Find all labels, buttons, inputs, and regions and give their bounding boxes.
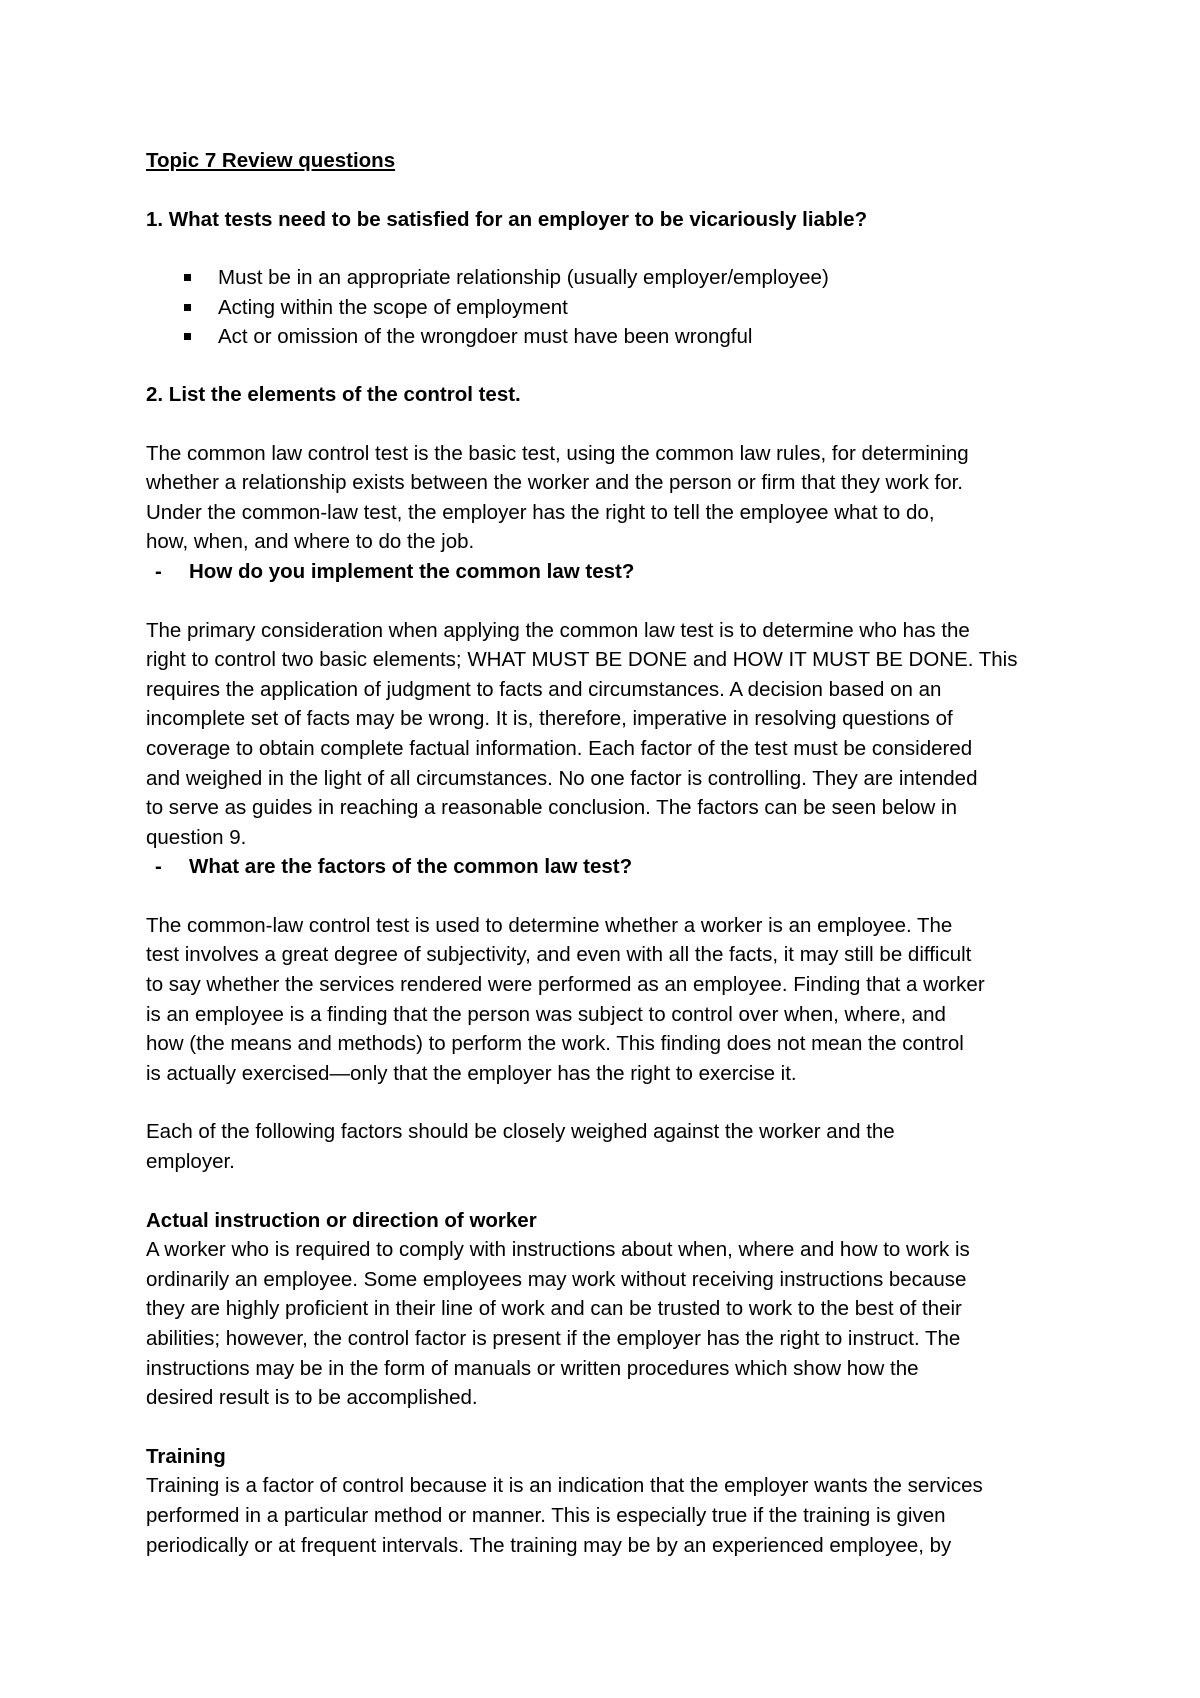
- section-heading-actual-instruction: Actual instruction or direction of worker: [146, 1208, 537, 1232]
- text-line: Training is a factor of control because it is an indication that the employer wants the services: [146, 1474, 983, 1498]
- dash-marker: -: [155, 855, 162, 879]
- paragraph-control-test-intro: [146, 439, 1066, 557]
- spacer: [146, 587, 1066, 616]
- text-line: is an employee is a finding that the person was subject to control over when, where, and: [146, 1002, 946, 1026]
- spacer: [146, 1413, 1066, 1442]
- sub-question-implement: [146, 557, 1066, 587]
- text-line: requires the application of judgment to facts and circumstances. A decision based on an: [146, 677, 942, 701]
- spacer: [146, 1177, 1066, 1206]
- list-item: [146, 263, 1066, 293]
- section-heading-training: Training: [146, 1444, 226, 1468]
- list-item-text: Must be in an appropriate relationship (usually employer/employee): [218, 266, 829, 290]
- text-line: desired result is to be accomplished.: [146, 1386, 478, 1410]
- text-line: Each of the following factors should be closely weighed against the worker and the: [146, 1120, 895, 1144]
- text-line: to serve as guides in reaching a reasonable conclusion. The factors can be seen below in: [146, 796, 958, 820]
- square-bullet-icon: [184, 274, 191, 281]
- paragraph-training: [146, 1471, 1066, 1560]
- document-page: [146, 146, 1066, 1560]
- text-line: coverage to obtain complete factual information. Each factor of the test must be considered: [146, 736, 973, 760]
- text-line: test involves a great degree of subjectivity, and even with all the facts, it may still be difficult: [146, 943, 972, 967]
- square-bullet-icon: [184, 333, 191, 340]
- text-line: and weighed in the light of all circumstances. No one factor is controlling. They are intended: [146, 766, 978, 790]
- question-1-answer-list: [146, 263, 1066, 352]
- text-line: they are highly proficient in their line of work and can be trusted to work to the best of their: [146, 1297, 962, 1321]
- text-line: to say whether the services rendered were performed as an employee. Finding that a worker: [146, 973, 985, 997]
- list-item-text: Acting within the scope of employment: [218, 295, 568, 319]
- sub-question-text: What are the factors of the common law test?: [189, 855, 633, 879]
- text-line: how (the means and methods) to perform the work. This finding does not mean the control: [146, 1032, 964, 1056]
- spacer: [146, 882, 1066, 911]
- text-line: employer.: [146, 1150, 235, 1174]
- text-line: performed in a particular method or manner. This is especially true if the training is given: [146, 1503, 946, 1527]
- text-line: The primary consideration when applying the common law test is to determine who has the: [146, 618, 970, 642]
- dash-marker: -: [155, 559, 162, 583]
- square-bullet-icon: [184, 304, 191, 311]
- list-item-text: Act or omission of the wrongdoer must have been wrongful: [218, 325, 753, 349]
- paragraph-actual-instruction: [146, 1235, 1066, 1413]
- text-line: Under the common-law test, the employer has the right to tell the employee what to do,: [146, 500, 935, 524]
- paragraph-primary-consideration: [146, 616, 1066, 853]
- question-2: 2. List the elements of the control test.: [146, 382, 521, 406]
- text-line: is actually exercised—only that the employer has the right to exercise it.: [146, 1061, 797, 1085]
- text-line: A worker who is required to comply with instructions about when, where and how to work is: [146, 1238, 970, 1262]
- document-title: Topic 7 Review questions: [146, 149, 396, 172]
- paragraph-factors-weighed: [146, 1117, 1066, 1176]
- sub-question-text: How do you implement the common law test?: [189, 559, 635, 583]
- text-line: ordinarily an employee. Some employees may work without receiving instructions because: [146, 1267, 967, 1291]
- sub-question-factors: [146, 852, 1066, 882]
- question-1: 1. What tests need to be satisfied for an employer to be vicariously liable?: [146, 207, 868, 231]
- text-line: how, when, and where to do the job.: [146, 530, 475, 554]
- text-line: question 9.: [146, 825, 247, 849]
- text-line: The common-law control test is used to determine whether a worker is an employee. The: [146, 913, 953, 937]
- text-line: whether a relationship exists between the worker and the person or firm that they work for.: [146, 471, 963, 495]
- text-line: The common law control test is the basic test, using the common law rules, for determining: [146, 441, 969, 465]
- paragraph-common-law-control-test: [146, 911, 1066, 1089]
- text-line: periodically or at frequent intervals. The training may be by an experienced employee, by: [146, 1533, 952, 1557]
- text-line: instructions may be in the form of manuals or written procedures which show how the: [146, 1356, 919, 1380]
- text-line: right to control two basic elements; WHAT MUST BE DONE and HOW IT MUST BE DONE. This: [146, 648, 1018, 672]
- text-line: abilities; however, the control factor is present if the employer has the right to instruct. The: [146, 1327, 961, 1350]
- list-item: [146, 322, 1066, 352]
- text-line: incomplete set of facts may be wrong. It is, therefore, imperative in resolving questions of: [146, 707, 953, 731]
- spacer: [146, 1088, 1066, 1117]
- list-item: [146, 293, 1066, 323]
